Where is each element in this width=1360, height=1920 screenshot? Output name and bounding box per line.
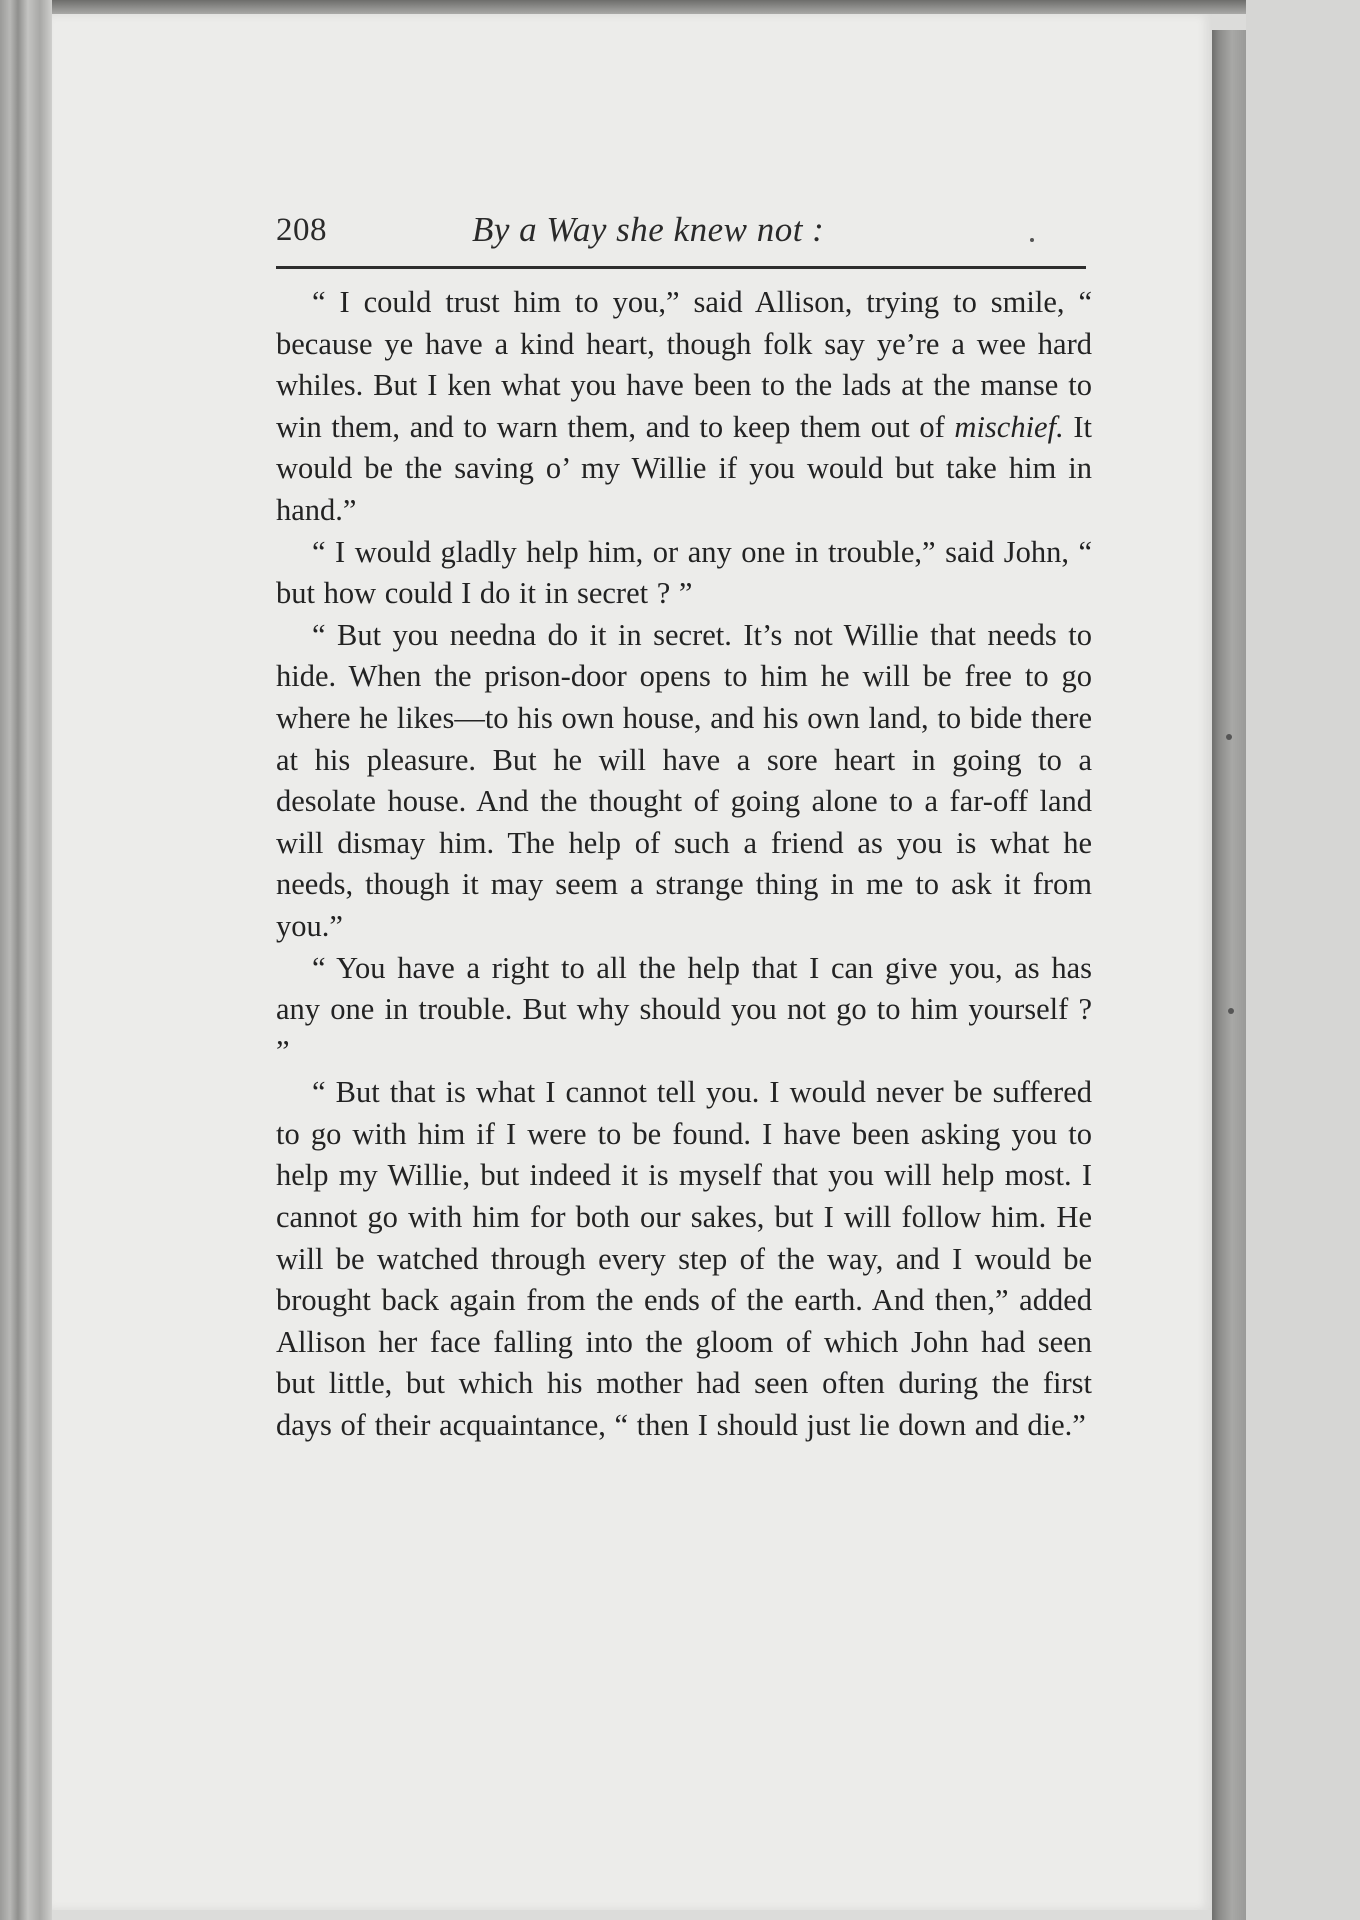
scan-background	[1246, 0, 1360, 1920]
book-spine-edge	[0, 0, 52, 1920]
scan-speck	[1226, 734, 1232, 740]
scan-speck	[1228, 1008, 1234, 1014]
page-number: 208	[276, 212, 327, 248]
paragraph-1-text: “ I could trust him to you,” said Allison, trying to smile, “ because ye have a kind heart, though folk say ye’re a wee hard whiles. But I ken what you have been to the lads at the manse to win them, and to warn them, and to keep them out of	[276, 285, 1092, 444]
page-stack-edge	[1212, 30, 1246, 1920]
paragraph-1	[276, 282, 1092, 532]
paragraph-4: “ You have a right to all the help that I can give you, as has any one in trouble. But why should you not go to him yourself ? ”	[276, 950, 1092, 1068]
paragraph-3: “ But you needna do it in secret. It’s not Willie that needs to hide. When the prison-door opens to him he will be free to go where he likes—to his own house, and his own land, to bide there at his pleasure. But he will have a sore heart in going to a desolate house. And the thought of going alone to a far-off land will dismay him. The help of such a friend as you is what he needs, though it may seem a strange thing in me to ask it from you.”	[276, 617, 1092, 943]
body-text	[276, 282, 1092, 1447]
scan-speck	[1030, 238, 1034, 242]
running-head: By a Way she knew not :	[472, 210, 825, 249]
scan-top-edge	[0, 0, 1360, 14]
page-header	[276, 208, 1086, 268]
header-rule	[276, 266, 1086, 269]
paragraph-5: “ But that is what I cannot tell you. I would never be suffered to go with him if I were to be found. I have been asking you to help my Willie, but indeed it is myself that you will help most. I cannot go with him for both our sakes, but I will follow him. He will be watched through every step of the way, and I would be brought back again from the ends of the earth. And then,” added Allison her face falling into the gloom of which John had seen but little, but which his mother had seen often during the first days of their acquaintance, “ then I should just lie down and die.”	[276, 1075, 1092, 1443]
paragraph-1-text-end: It would be the saving o’ my Willie if you would but take him in hand.”	[276, 409, 1093, 527]
paragraph-1-italic: mischief.	[954, 409, 1064, 444]
paragraph-2: “ I would gladly help him, or any one in trouble,” said John, “ but how could I do it in secret ? ”	[276, 534, 1092, 611]
